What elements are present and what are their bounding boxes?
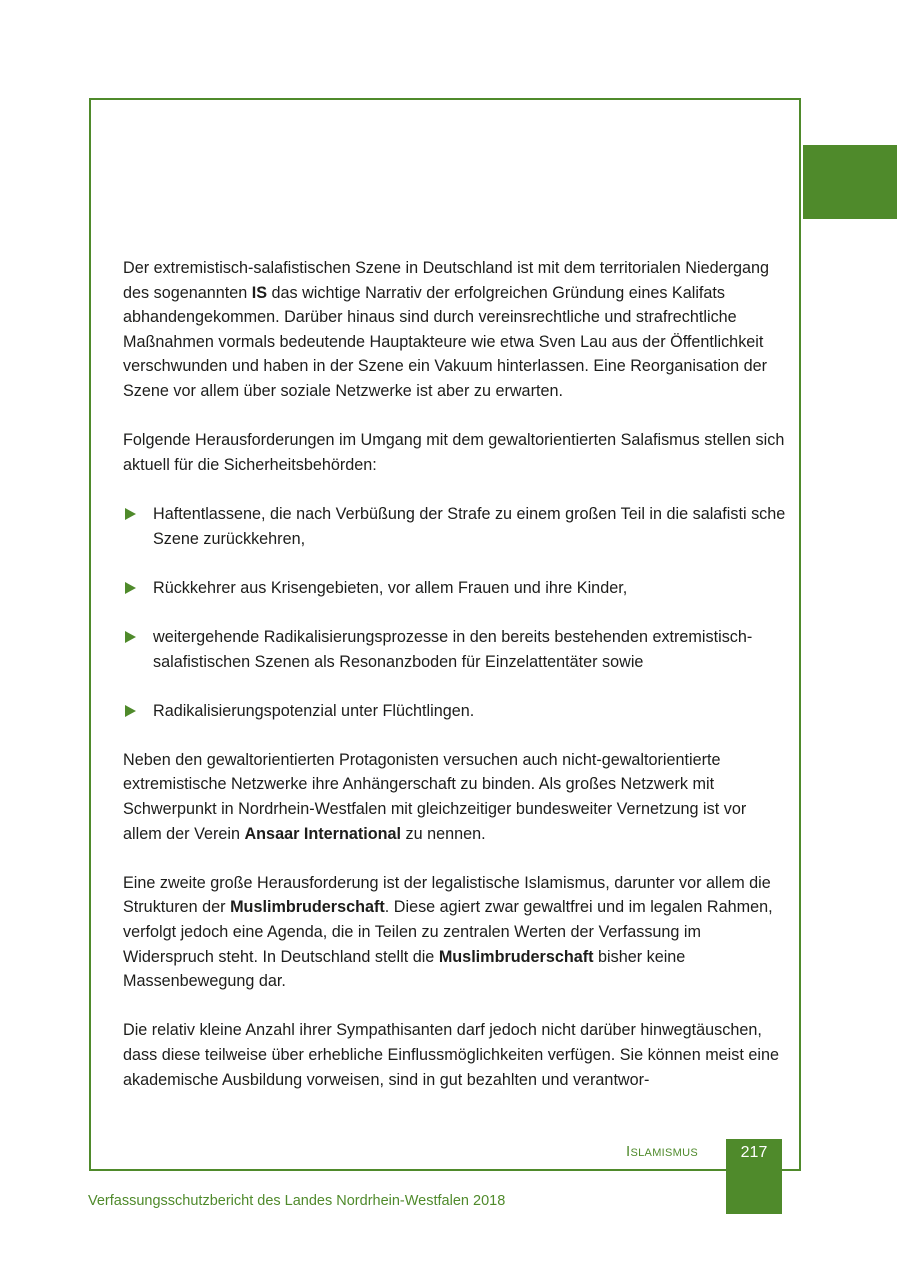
list-item: Rückkehrer aus Krisengebieten, vor allem Frauen und ihre Kinder, [123,576,788,601]
term-ansaar: Ansaar International [244,824,402,843]
term-is: IS [251,283,268,302]
term-muslimbruderschaft: Muslimbruderschaft [438,947,594,966]
triangle-bullet-icon [125,508,136,520]
list-item: weitergehende Radikalisierungsprozesse in den bereits bestehenden extremistisch-salafistischen Szenen als Resonanzboden für Einzelattentäter sowie [123,625,788,674]
paragraph-2: Folgende Herausforderungen im Umgang mit dem gewaltorientierten Salafismus stellen sich aktuell für die Sicherheitsbehörden: [123,431,785,474]
triangle-bullet-icon [125,705,136,717]
footer-text: Verfassungsschutzbericht des Landes Nordrhein-Westfalen 2018 [88,1193,506,1209]
list-item: Haftentlassene, die nach Verbüßung der Strafe zu einem großen Teil in die salafisti sche Szene zurückkehren, [123,502,788,551]
paragraph-1: Der extremistisch-salafistischen Szene in Deutschland ist mit dem territorialen Niedergang des sogenannten IS das wichtige Narrativ der erfolgreichen Gründung eines Kalifats abhandengekommen. Darüber hinaus sind durch vereinsrechtliche und strafrechtliche Maßnahmen vormals bedeutende Hauptakteure wie etwa Sven Lau aus der Öffentlichkeit verschwunden und haben in der Szene ein Vakuum hinterlassen. Eine Reorganisation der Szene vor allem über soziale Netzwerke ist aber zu erwarten. [123,259,769,400]
paragraph-3: Neben den gewaltorientierten Protagonisten versuchen auch nicht-gewaltorientierte extremistische Netzwerke ihre Anhängerschaft zu binden. Als großes Netzwerk mit Schwerpunkt in Nordrhein-Westfalen mit gleichzeitiger bundesweiter Vernetzung ist vor allem der Verein Ansaar International zu nennen. [123,750,747,843]
triangle-bullet-icon [125,582,136,594]
paragraph-4: Eine zweite große Herausforderung ist der legalistische Islamismus, darunter vor allem die Strukturen der Muslimbruderschaft. Diese agiert zwar gewaltfrei und im legalen Rahmen, verfolgt jedoch eine Agenda, die in Teilen zu zentralen Werten der Verfassung im Widerspruch steht. In Deutschland stellt die Muslimbruderschaft bisher keine Massenbewegung dar. [123,873,773,991]
page-number: 217 [726,1139,782,1214]
section-label: Islamismus [626,1143,698,1160]
body-text [123,256,788,1117]
paragraph-5: Die relativ kleine Anzahl ihrer Sympathisanten darf jedoch nicht darüber hinwegtäuschen, dass diese teilweise über erhebliche Einflussmöglichkeiten verfügen. Sie können meist eine akademische Ausbildung vorweisen, sind in gut bezahlten und verantwor- [123,1021,779,1089]
chapter-tab-marker [803,145,897,219]
term-muslimbruderschaft: Muslimbruderschaft [230,898,385,917]
list-item: Radikalisierungspotenzial unter Flüchtlingen. [123,699,788,724]
challenges-list [123,502,788,723]
triangle-bullet-icon [125,631,136,643]
